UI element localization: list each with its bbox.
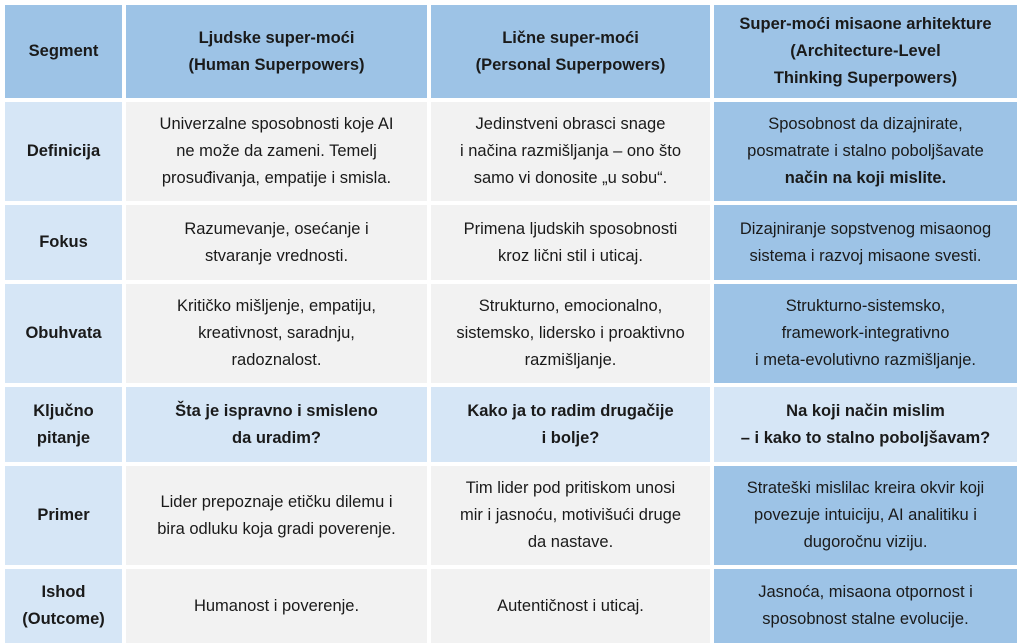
cell-line: Strukturno-sistemsko, <box>785 297 946 315</box>
row-label-line: Ključno <box>33 401 94 420</box>
cell-line: Razumevanje, osećanje i <box>184 219 369 238</box>
header-human-superpowers <box>126 5 427 98</box>
cell-line: sposobnost stalne evolucije. <box>762 610 969 628</box>
header-line: Super-moći misaone arhitekture <box>739 15 992 33</box>
cell-line: radoznalost. <box>231 351 322 369</box>
cell-line: sistemsko, lidersko i proaktivno <box>456 324 685 342</box>
row-label-kljucno-pitanje <box>5 387 122 462</box>
cell-line: Šta je ispravno i smisleno <box>175 401 378 420</box>
cell-line: framework-integrativno <box>781 324 950 342</box>
header-segment-text: Segment <box>28 42 99 60</box>
row-label-definicija <box>5 102 122 201</box>
cell-ishod-human <box>126 569 427 643</box>
cell-line: Univerzalne sposobnosti koje AI <box>159 115 394 133</box>
header-line: Lične super-moći <box>502 28 639 47</box>
cell-ishod-architecture <box>714 569 1017 643</box>
cell-line-bold: način na koji mislite. <box>784 169 947 187</box>
cell-line: razmišljanje. <box>524 351 617 369</box>
cell-definicija-architecture <box>714 102 1017 201</box>
cell-primer-human <box>126 466 427 565</box>
cell-line: da nastave. <box>527 533 614 551</box>
cell-fokus-human <box>126 205 427 280</box>
cell-line: bira odluku koja gradi poverenje. <box>157 519 396 538</box>
cell-line: samo vi donosite „u sobu“. <box>473 169 668 187</box>
cell-obuhvata-architecture <box>714 284 1017 383</box>
row-label-line: pitanje <box>36 428 91 447</box>
cell-line: Jedinstveni obrasci snage <box>475 115 666 133</box>
cell-kljucno-pitanje-personal <box>431 387 710 462</box>
cell-kljucno-pitanje-architecture <box>714 387 1017 462</box>
cell-line: Lider prepoznaje etičku dilemu i <box>160 492 393 511</box>
header-line: (Human Superpowers) <box>188 55 365 74</box>
header-segment <box>5 5 122 98</box>
cell-obuhvata-personal <box>431 284 710 383</box>
cell-line: i načina razmišljanja – ono što <box>459 142 682 160</box>
cell-definicija-personal <box>431 102 710 201</box>
header-line: (Architecture-Level <box>790 42 941 60</box>
cell-line: Dizajniranje sopstvenog misaonog <box>739 219 992 238</box>
cell-line: Primena ljudskih sposobnosti <box>463 219 678 238</box>
cell-line: ne može da zameni. Temelj <box>176 142 377 160</box>
row-label-line: Ishod <box>41 583 86 601</box>
cell-line: Humanost i poverenje. <box>193 596 360 615</box>
cell-line: mir i jasnoću, motivišući druge <box>460 506 681 524</box>
cell-obuhvata-human <box>126 284 427 383</box>
cell-line: Jasnoća, misaona otpornost i <box>758 583 973 601</box>
cell-definicija-human <box>126 102 427 201</box>
header-line: Thinking Superpowers) <box>773 69 958 87</box>
cell-line: Autentičnost i uticaj. <box>497 596 644 615</box>
cell-ishod-personal <box>431 569 710 643</box>
cell-line: Strateški mislilac kreira okvir koji <box>746 479 985 497</box>
cell-line: Tim lider pod pritiskom unosi <box>465 479 676 497</box>
cell-fokus-personal <box>431 205 710 280</box>
cell-line: prosuđivanja, empatije i smisla. <box>161 169 392 187</box>
row-label-line: Primer <box>37 506 90 524</box>
header-line: Ljudske super-moći <box>198 28 355 47</box>
cell-line: stvaranje vrednosti. <box>204 246 349 265</box>
cell-line: Kako ja to radim drugačije <box>467 401 674 420</box>
cell-line: Na koji način mislim <box>786 401 945 420</box>
cell-fokus-architecture <box>714 205 1017 280</box>
header-architecture-superpowers <box>714 5 1017 98</box>
cell-line: Strukturno, emocionalno, <box>478 297 663 315</box>
row-label-primer <box>5 466 122 565</box>
row-label-obuhvata <box>5 284 122 383</box>
row-label-line: Obuhvata <box>25 324 102 342</box>
cell-line: sistema i razvoj misaone svesti. <box>749 246 982 265</box>
cell-line: – i kako to stalno poboljšavam? <box>740 428 991 447</box>
cell-line: Sposobnost da dizajnirate, <box>768 115 963 133</box>
cell-line: povezuje intuiciju, AI analitiku i <box>754 506 977 524</box>
comparison-table <box>5 5 1017 631</box>
cell-line: Kritičko mišljenje, empatiju, <box>177 297 376 315</box>
row-label-line: (Outcome) <box>22 610 105 628</box>
cell-line: i meta-evolutivno razmišljanje. <box>754 351 976 369</box>
row-label-ishod <box>5 569 122 643</box>
header-personal-superpowers <box>431 5 710 98</box>
row-label-fokus <box>5 205 122 280</box>
cell-line: da uradim? <box>232 428 321 447</box>
cell-primer-personal <box>431 466 710 565</box>
cell-line: kroz lični stil i uticaj. <box>498 246 643 265</box>
cell-line: posmatrate i stalno poboljšavate <box>747 142 984 160</box>
header-line: (Personal Superpowers) <box>475 55 666 74</box>
cell-line: dugoročnu viziju. <box>803 533 928 551</box>
cell-kljucno-pitanje-human <box>126 387 427 462</box>
cell-primer-architecture <box>714 466 1017 565</box>
cell-line: i bolje? <box>541 428 600 447</box>
cell-line: kreativnost, saradnju, <box>198 324 355 342</box>
row-label-line: Fokus <box>39 233 88 251</box>
row-label-line: Definicija <box>26 142 101 160</box>
